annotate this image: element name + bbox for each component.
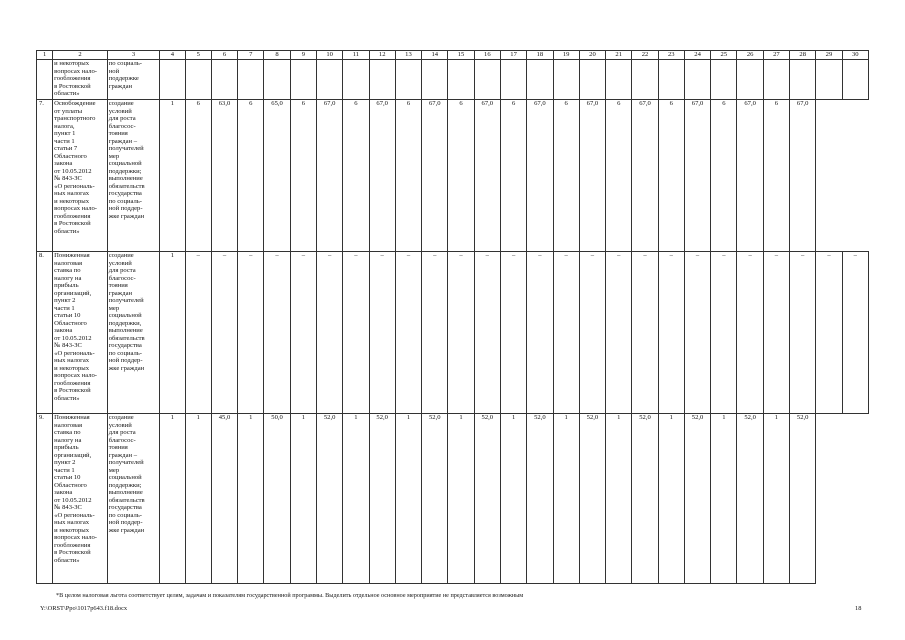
value-cell xyxy=(316,60,342,100)
header-cell: 4 xyxy=(160,51,185,60)
value-cell xyxy=(290,60,316,100)
header-cell: 19 xyxy=(553,51,579,60)
value-cell: – xyxy=(316,252,342,414)
header-cell: 1 xyxy=(37,51,53,60)
value-cell xyxy=(790,60,816,100)
value-cell: 1 xyxy=(553,414,579,584)
benefit-name-cell: Освобождение от уплаты транспортного налога, пункт 1 части 1 статьи 7 Областного закона от 10.05.2012 № 843-ЗС «О региональ- ных налогах и некоторых вопросах нало- гообложения в Ростовской области» xyxy=(53,100,108,252)
value-cell: 52,0 xyxy=(527,414,553,584)
value-cell xyxy=(527,60,553,100)
value-cell: 1 xyxy=(448,414,474,584)
header-cell: 10 xyxy=(316,51,342,60)
benefit-name-cell: и некоторых вопросах нало- гообложения в Ростовской области» xyxy=(53,60,108,100)
header-cell: 25 xyxy=(711,51,737,60)
value-cell xyxy=(842,60,868,100)
header-cell: 26 xyxy=(737,51,763,60)
value-cell xyxy=(160,60,185,100)
value-cell: 1 xyxy=(160,100,185,252)
value-cell: 67,0 xyxy=(684,100,710,252)
value-cell: 52,0 xyxy=(474,414,500,584)
header-cell: 28 xyxy=(790,51,816,60)
header-cell: 6 xyxy=(211,51,237,60)
value-cell: – xyxy=(606,252,632,414)
value-cell: 6 xyxy=(763,100,789,252)
value-cell: 1 xyxy=(658,414,684,584)
header-cell: 22 xyxy=(632,51,658,60)
row-number-cell: 9. xyxy=(37,414,53,584)
value-cell: – xyxy=(185,252,211,414)
value-cell: – xyxy=(238,252,264,414)
value-cell: 52,0 xyxy=(684,414,710,584)
value-cell: 52,0 xyxy=(579,414,605,584)
table-row xyxy=(37,100,869,252)
table-header-row xyxy=(37,51,869,60)
value-cell: – xyxy=(500,252,526,414)
value-cell xyxy=(448,60,474,100)
header-cell: 11 xyxy=(343,51,369,60)
header-cell: 23 xyxy=(658,51,684,60)
value-cell xyxy=(474,60,500,100)
value-cell: 50,0 xyxy=(264,414,290,584)
value-cell: – xyxy=(474,252,500,414)
value-cell: – xyxy=(527,252,553,414)
value-cell: – xyxy=(842,252,868,414)
value-cell xyxy=(500,60,526,100)
value-cell xyxy=(763,60,789,100)
value-cell: 6 xyxy=(500,100,526,252)
value-cell: 1 xyxy=(606,414,632,584)
value-cell: – xyxy=(737,252,763,414)
table-row xyxy=(37,252,869,414)
value-cell xyxy=(422,60,448,100)
header-cell: 9 xyxy=(290,51,316,60)
row-number-cell xyxy=(37,60,53,100)
header-cell: 30 xyxy=(842,51,868,60)
value-cell: 6 xyxy=(290,100,316,252)
header-cell: 14 xyxy=(422,51,448,60)
value-cell: – xyxy=(290,252,316,414)
value-cell: 6 xyxy=(238,100,264,252)
value-cell: 45,0 xyxy=(211,414,237,584)
value-cell: – xyxy=(448,252,474,414)
value-cell: 67,0 xyxy=(527,100,553,252)
header-cell: 21 xyxy=(606,51,632,60)
header-cell: 15 xyxy=(448,51,474,60)
value-cell: 52,0 xyxy=(422,414,448,584)
value-cell: 6 xyxy=(185,100,211,252)
value-cell xyxy=(185,60,211,100)
value-cell xyxy=(606,60,632,100)
table-row xyxy=(37,414,869,584)
value-cell: 52,0 xyxy=(790,414,816,584)
value-cell xyxy=(684,60,710,100)
value-cell: 6 xyxy=(395,100,421,252)
value-cell xyxy=(369,60,395,100)
value-cell: 6 xyxy=(343,100,369,252)
page-number: 18 xyxy=(855,605,862,612)
value-cell: 63,0 xyxy=(211,100,237,252)
value-cell: 52,0 xyxy=(737,414,763,584)
value-cell: 52,0 xyxy=(632,414,658,584)
value-cell: 1 xyxy=(290,414,316,584)
value-cell: 1 xyxy=(763,414,789,584)
header-cell: 5 xyxy=(185,51,211,60)
header-cell: 16 xyxy=(474,51,500,60)
header-cell: 18 xyxy=(527,51,553,60)
benefit-goal-cell: по социаль- ной поддержке граждан xyxy=(107,60,160,100)
value-cell xyxy=(395,60,421,100)
value-cell xyxy=(343,60,369,100)
value-cell: 1 xyxy=(711,414,737,584)
benefit-goal-cell: создание условий для роста благосос- тояния граждан – получателей мер социальной поддержки; выполнение обязательств государства по социаль- ной поддер- жке граждан xyxy=(107,414,160,584)
value-cell xyxy=(816,60,842,100)
value-cell: – xyxy=(343,252,369,414)
row-number-cell: 8. xyxy=(37,252,53,414)
value-cell xyxy=(658,60,684,100)
value-cell: – xyxy=(422,252,448,414)
value-cell: – xyxy=(658,252,684,414)
value-cell: – xyxy=(684,252,710,414)
header-cell: 13 xyxy=(395,51,421,60)
value-cell xyxy=(711,60,737,100)
value-cell: – xyxy=(369,252,395,414)
value-cell: – xyxy=(711,252,737,414)
value-cell: 1 xyxy=(160,252,185,414)
file-path: Y:\ORST\Ppo\1017p643.f18.docx xyxy=(40,605,128,612)
value-cell: 67,0 xyxy=(422,100,448,252)
value-cell: 67,0 xyxy=(632,100,658,252)
value-cell: – xyxy=(553,252,579,414)
value-cell: 6 xyxy=(553,100,579,252)
value-cell: 1 xyxy=(185,414,211,584)
header-cell: 20 xyxy=(579,51,605,60)
value-cell: – xyxy=(211,252,237,414)
header-cell: 27 xyxy=(763,51,789,60)
value-cell: 67,0 xyxy=(474,100,500,252)
value-cell: – xyxy=(790,252,816,414)
value-cell: 67,0 xyxy=(579,100,605,252)
header-cell: 12 xyxy=(369,51,395,60)
value-cell: 6 xyxy=(658,100,684,252)
value-cell: 1 xyxy=(395,414,421,584)
value-cell: – xyxy=(763,252,789,414)
value-cell xyxy=(579,60,605,100)
value-cell: – xyxy=(816,252,842,414)
benefit-goal-cell: создание условий для роста благосос- тояния граждан – получателей мер социальной поддержки; выполнение обязательств государства по социаль- ной поддер- жке граждан xyxy=(107,100,160,252)
value-cell: 6 xyxy=(711,100,737,252)
benefit-name-cell: Пониженная налоговая ставка по налогу на прибыль организаций, пункт 2 части 1 статьи 10 Областного закона от 10.05.2012 № 843-ЗС «О региональ- ных налогах и некоторых вопросах нало- гообложения в Ростовской области» xyxy=(53,414,108,584)
value-cell: 1 xyxy=(238,414,264,584)
value-cell: 65,0 xyxy=(264,100,290,252)
value-cell: 67,0 xyxy=(790,100,816,252)
table-row xyxy=(37,60,869,100)
row-number-cell: 7. xyxy=(37,100,53,252)
value-cell: 1 xyxy=(500,414,526,584)
value-cell: – xyxy=(395,252,421,414)
header-cell: 7 xyxy=(238,51,264,60)
value-cell xyxy=(238,60,264,100)
footnote: *В целом налоговая льгота соответствует целям, задачам и показателям государственной программы. Выделить отдельное основное мероприятие не представляется возможным xyxy=(56,592,524,599)
value-cell: 6 xyxy=(448,100,474,252)
value-cell xyxy=(211,60,237,100)
value-cell xyxy=(553,60,579,100)
value-cell: 67,0 xyxy=(737,100,763,252)
header-cell: 17 xyxy=(500,51,526,60)
value-cell: – xyxy=(632,252,658,414)
value-cell: 1 xyxy=(160,414,185,584)
benefit-name-cell: Пониженная налоговая ставка по налогу на прибыль организаций, пункт 2 части 1 статьи 10 Областного закона от 10.05.2012 № 843-ЗС «О региональ- ных налогах и некоторых вопросах нало- гообложения в Ростовской области» xyxy=(53,252,108,414)
value-cell xyxy=(632,60,658,100)
value-cell: 6 xyxy=(606,100,632,252)
value-cell: 67,0 xyxy=(316,100,342,252)
header-cell: 24 xyxy=(684,51,710,60)
value-cell: – xyxy=(579,252,605,414)
value-cell xyxy=(264,60,290,100)
header-cell: 8 xyxy=(264,51,290,60)
value-cell: 67,0 xyxy=(369,100,395,252)
benefit-goal-cell: создание условий для роста благосос- тояния граждан получателей мер социальной поддержки, выполнение обязательств государства по социаль- ной поддер- жке граждан xyxy=(107,252,160,414)
header-cell: 29 xyxy=(816,51,842,60)
value-cell: 52,0 xyxy=(369,414,395,584)
value-cell: 52,0 xyxy=(316,414,342,584)
header-cell: 2 xyxy=(53,51,108,60)
value-cell xyxy=(737,60,763,100)
value-cell: 1 xyxy=(343,414,369,584)
header-cell: 3 xyxy=(107,51,160,60)
tax-benefit-table xyxy=(36,50,869,584)
value-cell: – xyxy=(264,252,290,414)
